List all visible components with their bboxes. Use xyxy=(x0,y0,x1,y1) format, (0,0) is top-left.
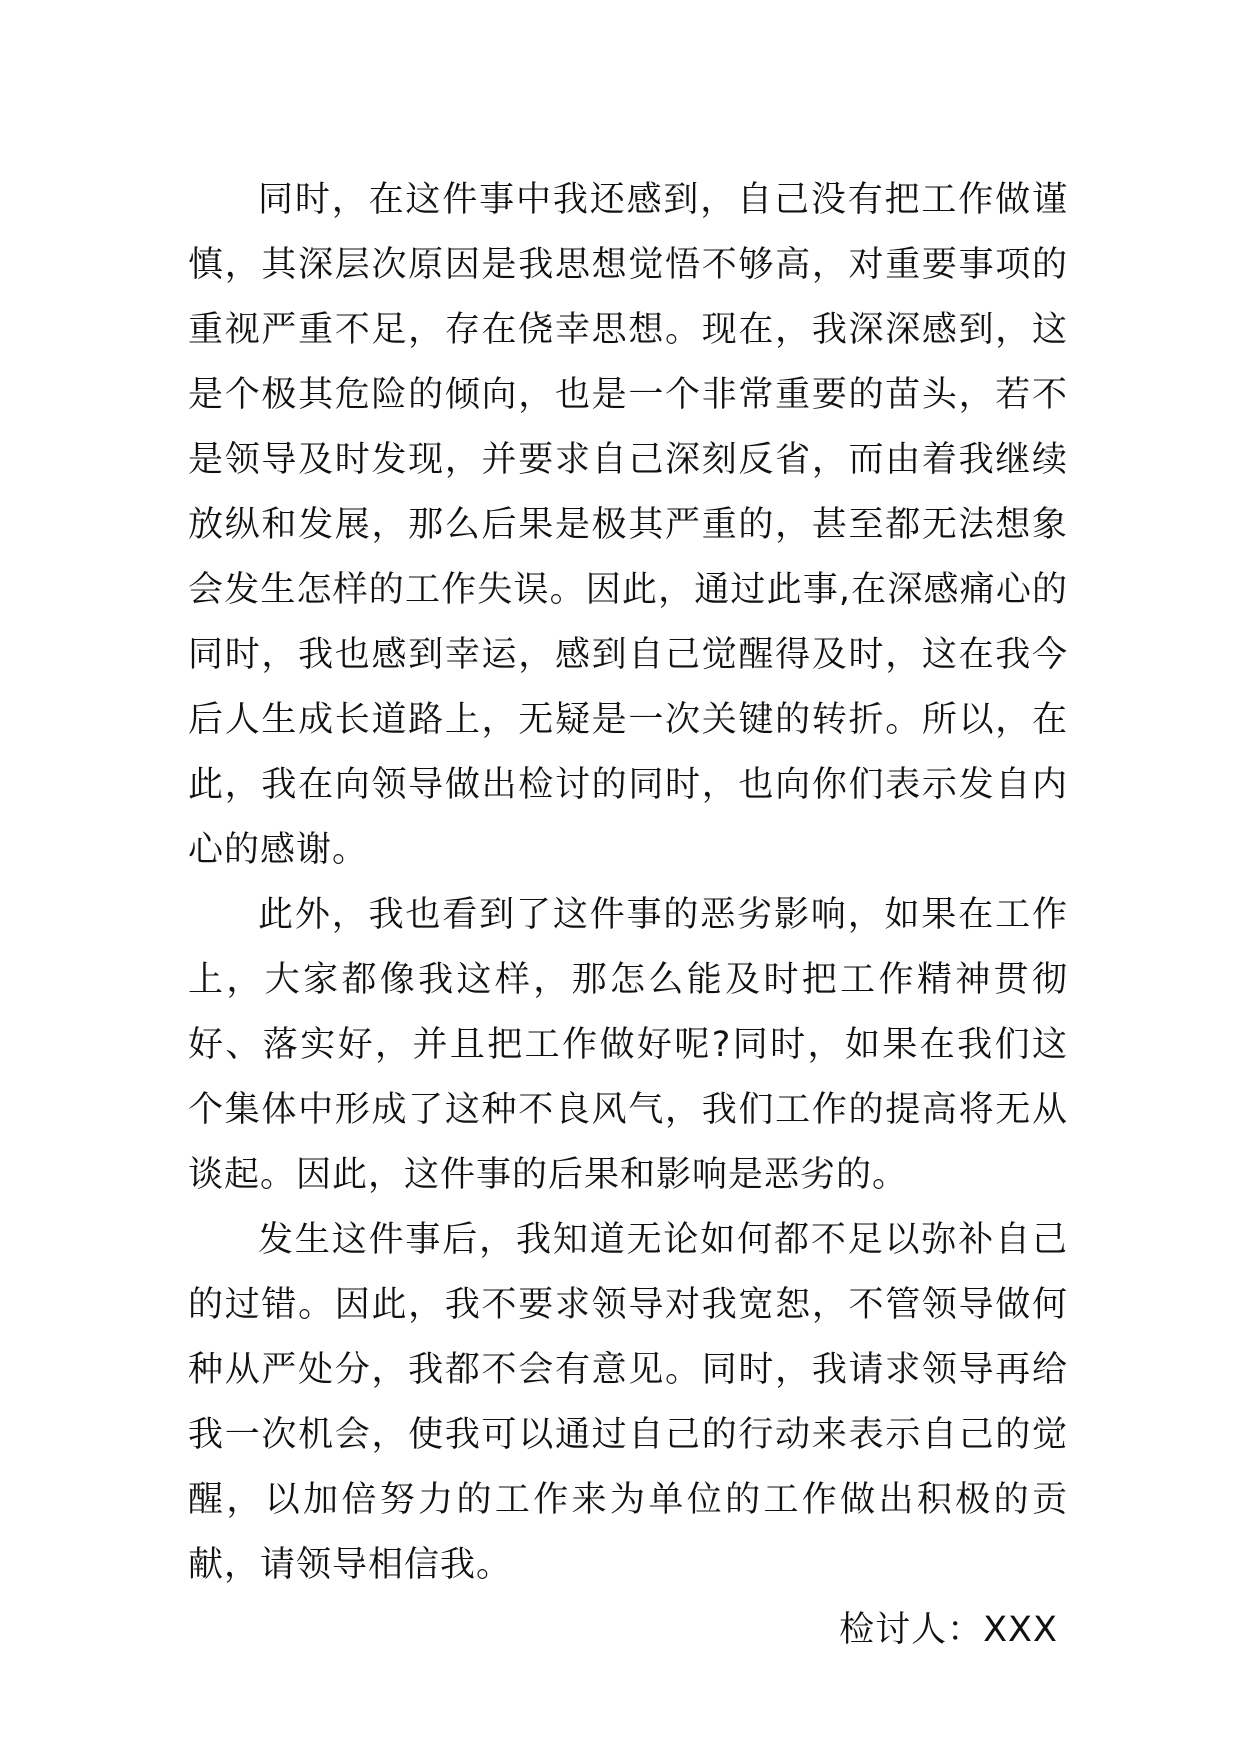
paragraph-3: 发生这件事后，我知道无论如何都不足以弥补自己的过错。因此，我不要求领导对我宽恕，不管领导做何种从严处分，我都不会有意见。同时，我请求领导再给我一次机会，使我可以通过自己的行动来表示自己的觉醒，以加倍努力的工作来为单位的工作做出积极的贡献，请领导相信我。 xyxy=(188,1220,1068,1585)
document-body xyxy=(188,168,1068,1663)
paragraph-2: 此外，我也看到了这件事的恶劣影响，如果在工作上，大家都像我这样，那怎么能及时把工作精神贯彻好、落实好，并且把工作做好呢?同时，如果在我们这个集体中形成了这种不良风气，我们工作的提高将无从谈起。因此，这件事的后果和影响是恶劣的。 xyxy=(188,895,1068,1195)
signature: 检讨人：XXX xyxy=(839,1610,1058,1650)
paragraph-1: 同时，在这件事中我还感到，自己没有把工作做谨慎，其深层次原因是我思想觉悟不够高，对重要事项的重视严重不足，存在侥幸思想。现在，我深深感到，这是个极其危险的倾向，也是一个非常重要的苗头，若不是领导及时发现，并要求自己深刻反省，而由着我继续放纵和发展，那么后果是极其严重的，甚至都无法想象会发生怎样的工作失误。因此，通过此事,在深感痛心的同时，我也感到幸运，感到自己觉醒得及时，这在我今后人生成长道路上，无疑是一次关键的转折。所以，在此，我在向领导做出检讨的同时，也向你们表示发自内心的感谢。 xyxy=(188,180,1068,870)
